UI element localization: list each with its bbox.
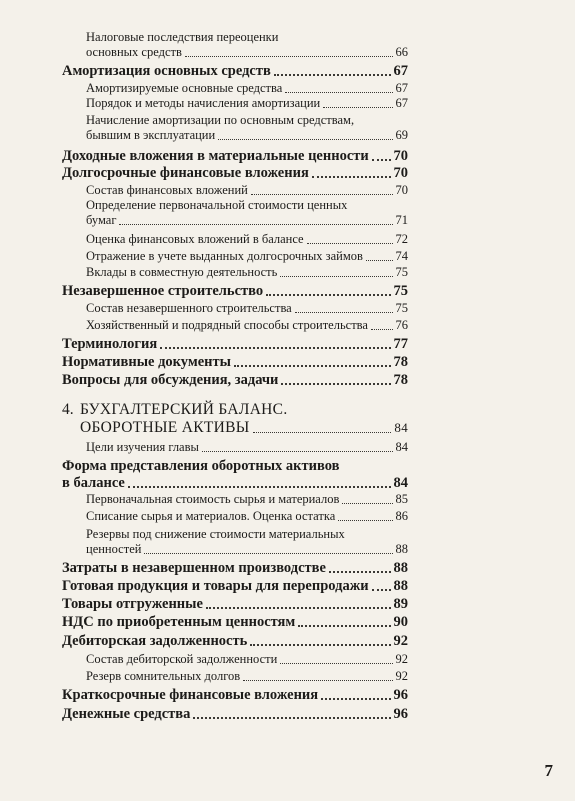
toc-entry bbox=[86, 669, 408, 684]
toc-page-number: 84 bbox=[394, 420, 408, 435]
leader-dots bbox=[253, 432, 392, 433]
toc-entry bbox=[86, 183, 408, 198]
toc-entry-label: Дебиторская задолженность bbox=[62, 633, 248, 649]
leader-dots bbox=[323, 107, 392, 108]
toc-entry bbox=[62, 578, 408, 595]
leader-dots bbox=[234, 365, 391, 367]
leader-dots bbox=[185, 56, 393, 57]
toc-page-number: 85 bbox=[395, 492, 408, 506]
leader-dots bbox=[298, 625, 390, 627]
toc-entry bbox=[86, 30, 408, 60]
toc-page-number: 92 bbox=[395, 669, 408, 683]
toc-entry-label: НДС по приобретенным ценностям bbox=[62, 614, 296, 630]
toc-page-number: 75 bbox=[393, 283, 408, 299]
toc-page-number: 67 bbox=[395, 81, 408, 95]
toc-page-number: 76 bbox=[395, 318, 408, 332]
toc-entry bbox=[62, 687, 408, 704]
toc-entry-label: Амортизация основных средств bbox=[62, 63, 271, 79]
toc-page-number: 88 bbox=[395, 542, 408, 556]
toc-entry-label: Готовая продукция и товары для перепродажи bbox=[62, 578, 369, 594]
leader-dots bbox=[285, 92, 392, 93]
leader-dots bbox=[366, 260, 393, 261]
toc-entry bbox=[86, 81, 408, 96]
leader-dots bbox=[274, 74, 391, 76]
toc-entry bbox=[86, 265, 408, 280]
toc-entry-label: Начисление амортизации по основным средствам, bbox=[86, 113, 355, 127]
toc-entry-label: основных средств bbox=[86, 45, 182, 59]
toc-entry bbox=[86, 492, 408, 507]
toc-page-number: 70 bbox=[393, 165, 408, 181]
leader-dots bbox=[243, 680, 392, 681]
toc-entry-label: Первоначальная стоимость сырья и материалов bbox=[86, 492, 340, 506]
toc-entry-label: Состав незавершенного строительства bbox=[86, 301, 292, 315]
leader-dots bbox=[128, 486, 391, 488]
toc-entry-label: Налоговые последствия переоценки bbox=[86, 30, 279, 44]
toc-entry bbox=[86, 318, 408, 333]
toc-entry bbox=[62, 458, 408, 492]
leader-dots bbox=[281, 383, 390, 385]
toc-page-number: 92 bbox=[395, 652, 408, 666]
toc-page-number: 75 bbox=[395, 265, 408, 279]
toc-entry bbox=[62, 560, 408, 577]
toc-entry-label: Терминология bbox=[62, 336, 158, 352]
leader-dots bbox=[307, 243, 393, 244]
toc-entry-label: бывшим в эксплуатации bbox=[86, 128, 216, 142]
toc-entry bbox=[62, 283, 408, 300]
toc-page-number: 96 bbox=[393, 706, 408, 722]
toc-entry-label: бумаг bbox=[86, 213, 117, 227]
toc-page-number: 88 bbox=[393, 560, 408, 576]
toc-entry bbox=[62, 372, 408, 389]
chapter-number: 4. bbox=[62, 401, 74, 418]
toc-page-number: 84 bbox=[393, 475, 408, 491]
toc-entry-label: Долгосрочные финансовые вложения bbox=[62, 165, 309, 181]
leader-dots bbox=[338, 520, 392, 521]
leader-dots bbox=[280, 663, 392, 664]
toc-entry bbox=[62, 148, 408, 165]
toc-entry bbox=[86, 509, 408, 524]
toc-page-number: 69 bbox=[395, 128, 408, 142]
toc-entry-label: Резервы под снижение стоимости материальных bbox=[86, 527, 345, 541]
leader-dots bbox=[144, 553, 392, 554]
toc-page-number: 78 bbox=[393, 372, 408, 388]
toc-entry bbox=[62, 63, 408, 80]
toc-entry-label: Затраты в незавершенном производстве bbox=[62, 560, 326, 576]
toc-page-number: 72 bbox=[395, 232, 408, 246]
toc-page-number: 92 bbox=[393, 633, 408, 649]
toc-entry-label: Краткосрочные финансовые вложения bbox=[62, 687, 319, 703]
leader-dots bbox=[193, 717, 390, 719]
toc-page-number: 74 bbox=[395, 249, 408, 263]
toc-entry bbox=[86, 113, 408, 143]
toc-page-number: 67 bbox=[395, 96, 408, 110]
toc-entry-label: Незавершенное строительство bbox=[62, 283, 264, 299]
toc-page-number: 90 bbox=[393, 614, 408, 630]
toc-entry bbox=[86, 96, 408, 111]
toc-entry bbox=[86, 301, 408, 316]
toc-page-number: 70 bbox=[395, 183, 408, 197]
leader-dots bbox=[312, 176, 391, 178]
toc-entry bbox=[62, 165, 408, 182]
toc-entry-label: ценностей bbox=[86, 542, 142, 556]
leader-dots bbox=[202, 451, 393, 452]
toc-entry-label: в балансе bbox=[62, 475, 125, 491]
toc-page-number: 71 bbox=[395, 213, 408, 227]
leader-dots bbox=[266, 294, 390, 296]
toc-page-number: 89 bbox=[393, 596, 408, 612]
leader-dots bbox=[372, 589, 391, 591]
toc-entry-label: Амортизируемые основные средства bbox=[86, 81, 283, 95]
toc-entry-label: Форма представления оборотных активов bbox=[62, 458, 340, 474]
toc-page-number: 77 bbox=[393, 336, 408, 352]
toc-page-number: 70 bbox=[393, 148, 408, 164]
chapter-title-text: ОБОРОТНЫЕ АКТИВЫ bbox=[80, 419, 250, 436]
leader-dots bbox=[342, 503, 392, 504]
toc-page-number: 75 bbox=[395, 301, 408, 315]
toc-entry-label: Хозяйственный и подрядный способы строительства bbox=[86, 318, 368, 332]
chapter-title-line bbox=[80, 419, 408, 437]
toc-page-number: 86 bbox=[395, 509, 408, 523]
toc-entry bbox=[86, 652, 408, 667]
leader-dots bbox=[250, 644, 390, 646]
toc-entry bbox=[62, 614, 408, 631]
toc-entry bbox=[86, 232, 408, 247]
toc-entry-label: Списание сырья и материалов. Оценка остатка bbox=[86, 509, 336, 523]
toc-page-number: 66 bbox=[395, 45, 408, 59]
toc-entry bbox=[62, 354, 408, 371]
toc-entry bbox=[62, 336, 408, 353]
toc-entry bbox=[86, 527, 408, 557]
toc-page-number: 96 bbox=[393, 687, 408, 703]
toc-entry-label: Определение первоначальной стоимости ценных bbox=[86, 198, 348, 212]
toc-entry bbox=[86, 198, 408, 228]
toc-entry-label: Нормативные документы bbox=[62, 354, 231, 370]
toc-entry-label: Отражение в учете выданных долгосрочных займов bbox=[86, 249, 363, 263]
toc-entry-label: Товары отгруженные bbox=[62, 596, 203, 612]
toc-entry bbox=[86, 249, 408, 264]
toc-entry-label: Оценка финансовых вложений в балансе bbox=[86, 232, 304, 246]
toc-page-number: 84 bbox=[395, 440, 408, 454]
leader-dots bbox=[372, 159, 391, 161]
toc-entry-label: Доходные вложения в материальные ценности bbox=[62, 148, 369, 164]
leader-dots bbox=[251, 194, 393, 195]
toc-entry bbox=[62, 596, 408, 613]
leader-dots bbox=[160, 347, 390, 349]
leader-dots bbox=[280, 276, 392, 277]
leader-dots bbox=[371, 329, 393, 330]
leader-dots bbox=[321, 698, 390, 700]
toc-entry-label: Порядок и методы начисления амортизации bbox=[86, 96, 321, 110]
leader-dots bbox=[329, 571, 391, 573]
leader-dots bbox=[218, 139, 392, 140]
toc-entry-label: Вопросы для обсуждения, задачи bbox=[62, 372, 279, 388]
toc-entry-label: Состав дебиторской задолженности bbox=[86, 652, 278, 666]
toc-entry bbox=[62, 633, 408, 650]
toc-entry-label: Цели изучения главы bbox=[86, 440, 199, 454]
toc-entry-label: Вклады в совместную деятельность bbox=[86, 265, 278, 279]
toc-entry-label: Состав финансовых вложений bbox=[86, 183, 248, 197]
toc-page-number: 67 bbox=[393, 63, 408, 79]
page-number: 7 bbox=[544, 761, 553, 780]
toc-entry-label: Резерв сомнительных долгов bbox=[86, 669, 241, 683]
toc-entry bbox=[86, 440, 408, 455]
toc-entry-label: Денежные средства bbox=[62, 706, 191, 722]
leader-dots bbox=[206, 607, 391, 609]
leader-dots bbox=[119, 224, 392, 225]
toc-page-number: 78 bbox=[393, 354, 408, 370]
toc-page-number: 88 bbox=[393, 578, 408, 594]
toc-entry bbox=[62, 706, 408, 723]
leader-dots bbox=[295, 312, 393, 313]
chapter-title: БУХГАЛТЕРСКИЙ БАЛАНС. bbox=[80, 401, 288, 418]
